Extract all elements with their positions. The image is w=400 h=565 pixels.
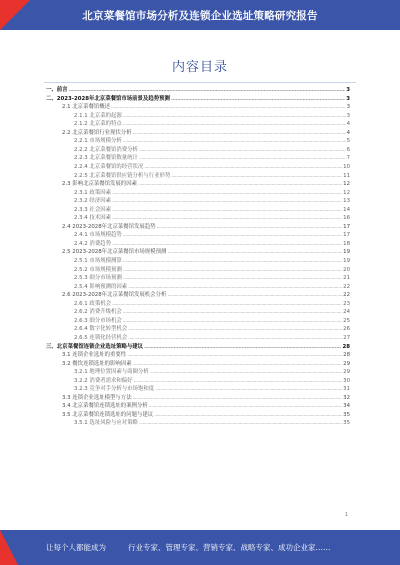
toc-entry-label: 3.5 北京菜餐馆连锁选址的问题与建议 [62,411,154,418]
toc-entry-label: 3.2.1 地理位置因素与商圈分析 [74,369,149,376]
toc-entry[interactable] [62,180,350,188]
toc-leader-dots [171,96,345,103]
toc-entry-label: 3.1 连锁企业选址的重要性 [62,352,127,359]
toc-entry-page: 35 [343,411,350,418]
toc-entry-label: 2.2.2 北京菜餐馆消费分析 [74,146,138,153]
toc-entry-label: 2.5 2023-2028年北京菜餐馆市场规模预测 [62,249,167,256]
toc-entry-page: 12 [343,189,350,196]
toc-entry-label: 三、北京菜餐馆连锁企业选址策略与建议 [46,343,144,350]
toc-entry-page: 35 [343,420,350,427]
toc-leader-dots [112,207,342,214]
toc-entry-label: 2.2.3 北京菜餐馆数量统计 [74,155,138,162]
footer-red-accent [0,530,18,565]
toc-entry-label: 2.3 影响北京菜餐馆发展的因素 [62,181,137,188]
toc-entry[interactable] [62,223,350,231]
toc-entry[interactable] [74,137,350,145]
toc-leader-dots [155,386,342,393]
toc-entry-label: 2.2.4 北京菜餐馆的经营状况 [74,163,144,170]
toc-leader-dots [133,361,343,368]
toc-entry-page: 14 [343,206,350,213]
toc-leader-dots [128,335,342,342]
toc-entry-page: 19 [343,258,350,264]
toc-entry[interactable] [74,231,350,239]
toc-entry-page: 23 [343,300,350,307]
toc-leader-dots [123,121,346,128]
toc-entry[interactable] [74,146,350,154]
toc-entry[interactable] [62,129,350,137]
toc-entry-page: 5 [346,138,350,145]
toc-entry-label: 2.5.3 细分市场预测 [74,275,122,282]
toc-entry-label: 2.1 北京菜餐馆概述 [62,104,111,111]
toc-entry-page: 6 [346,146,350,153]
toc-entry[interactable] [46,343,350,351]
toc-entry-label: 2.1.2 北京菜的特点 [74,121,122,128]
toc-entry-label: 3.2.2 消费者需求和偏好 [74,377,133,384]
toc-entry-label: 2.5.2 市场规模预测 [74,266,122,273]
toc-entry-label: 2.2.1 市场规模分析 [74,138,122,145]
toc-entry[interactable] [62,402,350,410]
toc-entry-page: 25 [343,317,350,324]
toc-entry[interactable] [62,291,350,299]
toc-leader-dots [112,301,342,308]
toc-leader-dots [112,241,342,248]
toc-entry-label: 2.3.4 技术因素 [74,215,111,222]
toc-entry-page: 11 [343,172,350,179]
toc-leader-dots [139,420,342,427]
toc-entry-page: 3 [346,95,350,102]
toc-entry-label: 2.5.4 影响预测的因素 [74,283,128,290]
toc-entry[interactable] [62,248,350,256]
toc-leader-dots [128,284,342,291]
toc-leader-dots [144,344,341,351]
toc-entry-label: 2.6.5 连锁化经营机会 [74,334,128,341]
toc-entry[interactable] [74,385,350,393]
toc-entry[interactable] [74,206,350,214]
toc-entry[interactable] [74,197,350,205]
toc-entry[interactable] [74,317,350,325]
toc-leader-dots [154,412,342,419]
toc-entry[interactable] [74,266,350,274]
toc-leader-dots [123,138,346,145]
toc-entry-label: 3.4 北京菜餐馆连锁选址的案例分析 [62,403,148,410]
toc-entry-label: 2.3.3 社会因素 [74,206,111,213]
toc-entry-page: 3 [346,112,350,119]
toc-entry[interactable] [74,419,350,427]
toc-entry-label: 2.4.2 消费趋势 [74,240,111,247]
toc-entry-page: 13 [343,198,350,205]
toc-leader-dots [139,155,346,162]
toc-entry-page: 7 [346,155,350,162]
toc-entry[interactable] [74,283,350,291]
toc-entry[interactable] [74,214,350,222]
toc-entry-page: 18 [343,240,350,247]
toc-entry-page: 32 [343,394,350,401]
toc-entry[interactable] [62,411,350,419]
page-header [0,0,400,30]
toc-leader-dots [111,104,346,111]
toc-entry[interactable] [74,189,350,197]
toc-entry-label: 2.5.1 市场规模测算 [74,258,122,264]
toc-entry-page: 29 [343,360,350,367]
toc-leader-dots [123,309,342,316]
toc-entry[interactable] [62,360,350,368]
toc-entry[interactable] [62,394,350,402]
toc-entry-page: 3 [346,87,350,93]
toc-entry-label: 3.5.1 选址风险与应对策略 [74,420,138,427]
toc-entry-label: 2.1.1 北京菜的起源 [74,112,122,119]
toc-entry-label: 2.2 北京菜餐馆行业现状分析 [62,129,132,136]
toc-entry-page: 20 [343,266,350,273]
toc-entry-page: 28 [342,343,350,350]
toc-leader-dots [69,87,346,94]
toc-entry-page: 27 [343,334,350,341]
toc-entry-page: 24 [343,309,350,316]
header-title: 北京菜餐馆市场分析及连锁企业选址策略研究报告 [82,10,318,22]
toc-entry-page: 17 [343,232,350,239]
toc-entry[interactable] [46,95,350,103]
toc-entry[interactable] [74,172,350,180]
toc-title: 内容目录 [171,60,228,75]
toc-entry-page: 26 [343,326,350,333]
toc-entry-page: 22 [343,292,350,299]
toc-entry-page: 16 [343,215,350,222]
toc-entry-label: 3.2.3 竞争对手分析与市场饱和度 [74,386,155,393]
toc-leader-dots [127,352,342,359]
toc-entry-label: 2.6.1 政策机会 [74,300,111,307]
toc-leader-dots [112,198,342,205]
toc-entry[interactable] [74,325,350,333]
toc-leader-dots [123,113,346,120]
toc-entry-label: 2.3.1 政策因素 [74,189,111,196]
toc-entry-label: 2.6 2023-2028年北京菜餐馆发展机会分析 [62,292,167,299]
toc-entry-label: 2.6.4 数字化转型机会 [74,326,128,333]
toc-entry-label: 3.2 餐饮连锁选址的影响因素 [62,360,132,367]
toc-leader-dots [157,224,343,231]
toc-leader-dots [167,249,342,256]
page-number: 1 [344,512,348,518]
toc-entry-page: 19 [343,249,350,256]
toc-entry-page: 3 [346,104,350,111]
toc-entry-page: 34 [343,403,350,410]
toc-entry-page: 4 [346,129,350,136]
toc-leader-dots [123,267,342,274]
toc-entry-label: 2.6.2 消费升级机会 [74,309,122,316]
toc-entry-page: 28 [343,352,350,359]
toc-entry[interactable] [74,112,350,120]
toc-entry[interactable] [74,240,350,248]
toc-leader-dots [139,147,346,154]
toc-entry[interactable] [74,368,350,376]
toc-entry[interactable] [74,308,350,316]
toc-leader-dots [123,258,342,265]
toc-entry[interactable] [74,274,350,282]
toc-leader-dots [123,275,342,282]
toc-entry[interactable] [74,334,350,342]
toc-entry-label: 3.3 连锁企业选址模型与方法 [62,394,132,401]
toc-leader-dots [123,318,342,325]
toc-entry-page: 30 [343,377,350,384]
toc-entry-label: 2.6.3 细分市场机会 [74,317,122,324]
toc-entry-label: 2.4.1 市场规模趋势 [74,232,122,239]
toc-entry[interactable] [74,154,350,162]
footer-slogan-left: 让每个人都能成为 [46,543,106,552]
toc-leader-dots [144,164,342,171]
toc-leader-dots [149,403,342,410]
toc-entry[interactable] [74,163,350,171]
toc-entry[interactable] [74,300,350,308]
toc-leader-dots [128,326,342,333]
toc-leader-dots [133,130,346,137]
toc-entry-label: 2.4 2023-2028年北京菜餐馆发展趋势 [62,223,156,230]
toc-title-divider [44,82,356,83]
toc-entry-page: 21 [343,275,350,282]
toc-entry-label: 二、2023-2028年北京菜餐馆市场前景及趋势预测 [46,95,170,102]
toc-entry-page: 12 [343,181,350,188]
toc-leader-dots [138,181,342,188]
toc-entry-page: 22 [343,283,350,290]
toc-entry-page: 10 [343,163,350,170]
page-footer [0,530,400,565]
toc-entry[interactable] [74,120,350,128]
toc-entry[interactable] [74,257,350,265]
toc-entry-page: 17 [343,223,350,230]
toc-leader-dots [112,190,342,197]
toc-entry-page: 29 [343,369,350,376]
toc-leader-dots [134,378,343,385]
toc-leader-dots [167,292,342,299]
toc-entry-label: 2.2.5 北京菜餐馆供应链分析与行业形势 [74,172,171,179]
footer-slogan-right: 行业专家、管理专家、营销专家、战略专家、成功企业家…… [128,543,331,552]
toc-entry[interactable] [62,351,350,359]
toc-entry[interactable] [74,377,350,385]
toc-entry-label: 2.3.2 经济因素 [74,198,111,205]
toc-entry-label: 一、前言 [46,87,68,93]
toc-leader-dots [123,232,342,239]
toc-leader-dots [150,369,342,376]
toc-leader-dots [112,215,342,222]
toc-entry-page: 31 [343,386,350,393]
toc-leader-dots [171,173,342,180]
toc-leader-dots [133,395,343,402]
toc-entry[interactable] [62,103,350,111]
toc-entry-page: 4 [346,121,350,128]
toc-entry[interactable] [46,86,350,94]
